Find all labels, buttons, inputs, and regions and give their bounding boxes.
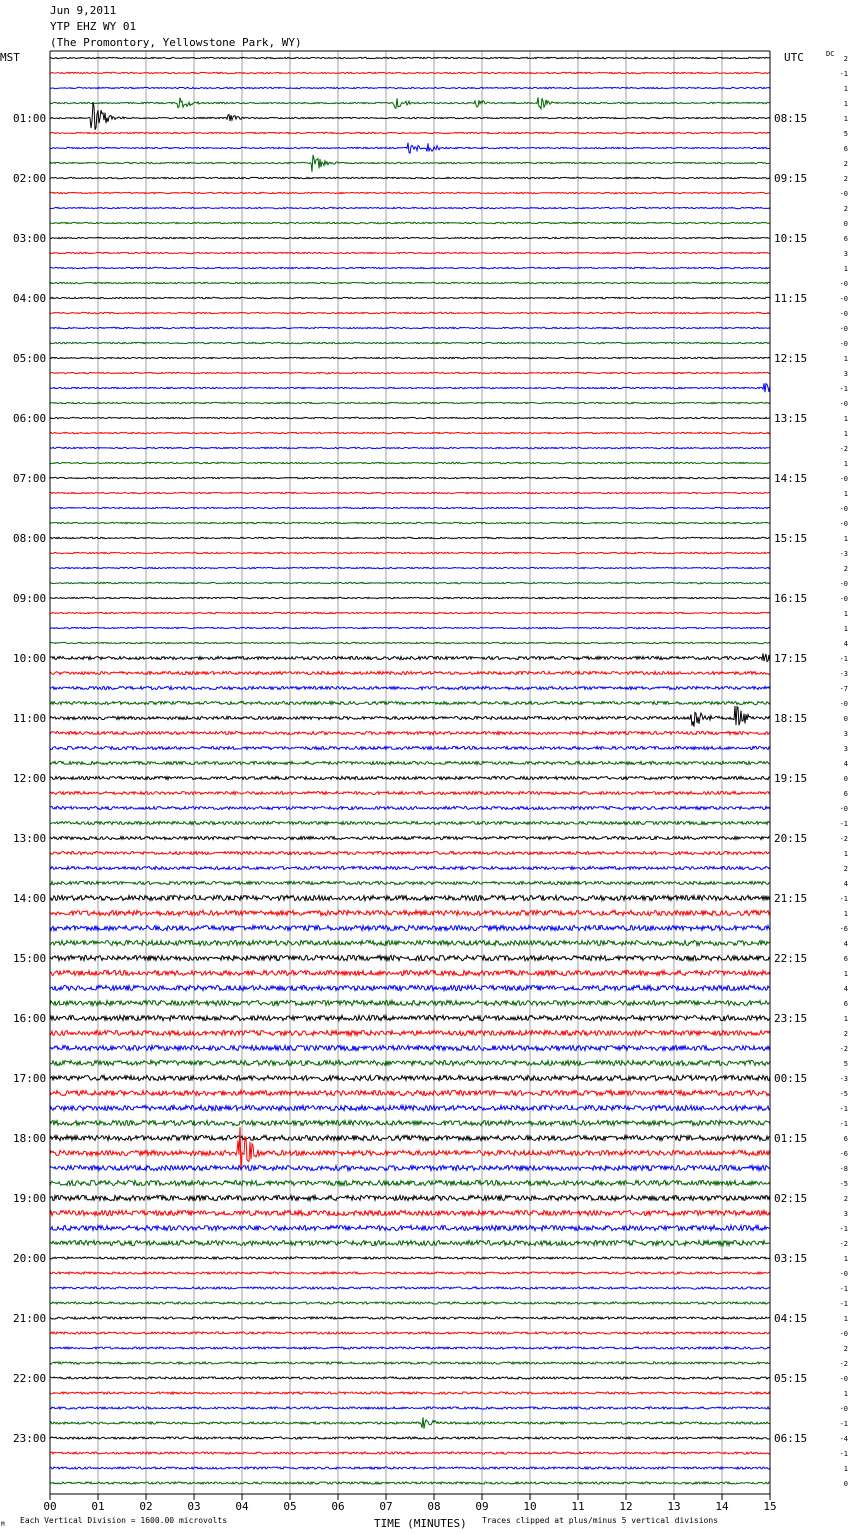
dc-offset-label: -0 (839, 325, 848, 333)
left-hour-label: 17:00 (13, 1072, 47, 1085)
dc-offset-label: 4 (843, 940, 848, 948)
seismic-trace (50, 1045, 770, 1050)
seismic-trace (50, 1302, 770, 1304)
dc-offset-label: -3 (839, 670, 848, 678)
dc-offset-label: -0 (839, 1405, 848, 1413)
axis-labels (0, 50, 848, 1530)
right-hour-label: 01:15 (774, 1132, 808, 1145)
x-tick-label: 04 (235, 1500, 249, 1513)
left-hour-label: 01:00 (13, 112, 47, 125)
right-hour-label: 20:15 (774, 832, 808, 845)
left-hour-label: 04:00 (13, 292, 47, 305)
dc-offset-label: -0 (839, 1270, 848, 1278)
seismic-trace (50, 1332, 770, 1334)
dc-offset-label: 2 (843, 205, 848, 213)
dc-offset-label: 5 (843, 130, 848, 138)
dc-offset-label: -6 (839, 1150, 848, 1158)
seismic-trace (50, 357, 770, 358)
header-location: (The Promontory, Yellowstone Park, WY) (50, 36, 302, 49)
seismic-trace (50, 1000, 770, 1005)
right-hour-label: 23:15 (774, 1012, 808, 1025)
left-hour-label: 20:00 (13, 1252, 47, 1265)
seismic-trace (50, 881, 770, 884)
x-tick-label: 05 (283, 1500, 297, 1513)
seismic-trace (50, 492, 770, 493)
seismic-trace (50, 207, 770, 208)
dc-offset-label: 2 (843, 1030, 848, 1038)
dc-offset-label: 1 (843, 415, 848, 423)
x-tick-label: 06 (331, 1500, 345, 1513)
seismic-trace (50, 1362, 770, 1364)
seismic-trace (50, 597, 770, 598)
dc-offset-label: 2 (843, 865, 848, 873)
seismic-trace (50, 477, 770, 478)
seismic-trace (50, 552, 770, 553)
left-hour-label: 10:00 (13, 652, 47, 665)
dc-offset-label: 5 (843, 1060, 848, 1068)
seismic-trace (50, 72, 770, 73)
dc-offset-label: 0 (843, 775, 848, 783)
dc-offset-label: -8 (839, 1165, 848, 1173)
x-tick-label: 12 (619, 1500, 633, 1513)
seismic-trace (50, 1105, 770, 1110)
dc-offset-label: -0 (839, 475, 848, 483)
dc-offset-label: -0 (839, 400, 848, 408)
seismic-trace (50, 866, 770, 869)
seismic-trace (50, 177, 770, 178)
dc-offset-label: -0 (839, 805, 848, 813)
left-hour-label: 05:00 (13, 352, 47, 365)
dc-offset-label: 4 (843, 985, 848, 993)
left-hour-label: 14:00 (13, 892, 47, 905)
seismic-trace (50, 686, 770, 689)
seismic-trace (50, 132, 770, 133)
x-tick-label: 00 (43, 1500, 57, 1513)
left-hour-label: 11:00 (13, 712, 47, 725)
dc-offset-label: 1 (843, 610, 848, 618)
dc-offset-label: 4 (843, 760, 848, 768)
dc-offset-label: -0 (839, 595, 848, 603)
corner-mark: M (1, 1521, 5, 1528)
seismic-trace (50, 955, 770, 960)
right-hour-label: 10:15 (774, 232, 808, 245)
vertical-division-note: Each Vertical Division = 1600.00 microvolts (20, 1516, 228, 1525)
left-hour-label: 19:00 (13, 1192, 47, 1205)
dc-offset-label: 1 (843, 115, 848, 123)
dc-offset-label: 6 (843, 235, 848, 243)
left-hour-label: 12:00 (13, 772, 47, 785)
seismic-trace (50, 312, 770, 313)
right-axis-title: UTC (784, 51, 804, 64)
seismic-trace (50, 940, 770, 945)
dc-offset-label: -1 (839, 820, 848, 828)
right-hour-label: 21:15 (774, 892, 808, 905)
seismic-trace (50, 761, 770, 764)
dc-offset-label: -3 (839, 1075, 848, 1083)
dc-offset-label: -1 (839, 1120, 848, 1128)
seismic-trace (50, 143, 770, 154)
left-hour-label: 16:00 (13, 1012, 47, 1025)
x-tick-label: 03 (187, 1500, 201, 1513)
dc-offset-label: -0 (839, 700, 848, 708)
right-hour-label: 03:15 (774, 1252, 808, 1265)
dc-offset-label: 4 (843, 640, 848, 648)
seismic-trace (50, 1180, 770, 1185)
seismic-trace (50, 1347, 770, 1349)
seismic-trace (50, 462, 770, 463)
dc-offset-label: 4 (843, 880, 848, 888)
right-hour-label: 19:15 (774, 772, 808, 785)
dc-offset-label: -1 (839, 1300, 848, 1308)
seismic-trace (50, 57, 770, 58)
left-axis-title: MST (0, 51, 20, 64)
dc-offset-label: -3 (839, 550, 848, 558)
dc-offset-label: 1 (843, 535, 848, 543)
dc-offset-label: 0 (843, 220, 848, 228)
left-hour-label: 13:00 (13, 832, 47, 845)
dc-offset-label: 0 (843, 715, 848, 723)
seismic-trace (50, 1060, 770, 1065)
seismic-trace (50, 1287, 770, 1289)
right-hour-label: 12:15 (774, 352, 808, 365)
seismic-trace (50, 1257, 770, 1259)
seismic-trace (50, 103, 770, 130)
seismic-trace (50, 402, 770, 403)
dc-offset-label: -0 (839, 190, 848, 198)
x-tick-label: 02 (139, 1500, 153, 1513)
right-hour-label: 00:15 (774, 1072, 808, 1085)
dc-offset-label: -2 (839, 445, 848, 453)
right-hour-label: 18:15 (774, 712, 808, 725)
clip-note: Traces clipped at plus/minus 5 vertical divisions (482, 1516, 719, 1525)
dc-offset-label: -1 (839, 1105, 848, 1113)
seismic-trace (50, 746, 770, 749)
seismic-trace (50, 1417, 770, 1428)
left-hour-label: 09:00 (13, 592, 47, 605)
dc-offset-label: 3 (843, 1210, 848, 1218)
seismic-trace (50, 537, 770, 538)
seismic-trace (50, 671, 770, 674)
seismic-trace (50, 925, 770, 930)
x-tick-label: 08 (427, 1500, 441, 1513)
dc-offset-label: -1 (839, 1450, 848, 1458)
dc-offset-label: -1 (839, 70, 848, 78)
seismic-trace (50, 1135, 770, 1140)
dc-offset-label: -1 (839, 895, 848, 903)
seismic-trace (50, 985, 770, 990)
left-hour-label: 21:00 (13, 1312, 47, 1325)
dc-offset-label: 1 (843, 1255, 848, 1263)
seismic-trace (50, 910, 770, 915)
seismic-trace (50, 1015, 770, 1020)
dc-offset-label: -2 (839, 1360, 848, 1368)
dc-offset-label: -2 (839, 1240, 848, 1248)
seismic-trace (50, 447, 770, 448)
dc-offset-label: 1 (843, 1465, 848, 1473)
dc-offset-label: 6 (843, 1000, 848, 1008)
dc-offset-label: 1 (843, 430, 848, 438)
dc-offset-label: -1 (839, 1420, 848, 1428)
dc-offset-label: 1 (843, 265, 848, 273)
right-hour-label: 15:15 (774, 532, 808, 545)
right-hour-label: 13:15 (774, 412, 808, 425)
seismic-trace (50, 87, 770, 88)
right-hour-label: 11:15 (774, 292, 808, 305)
x-tick-label: 11 (571, 1500, 585, 1513)
right-hour-label: 05:15 (774, 1372, 808, 1385)
seismic-trace (50, 1437, 770, 1439)
seismic-trace (50, 267, 770, 268)
seismic-trace (50, 1165, 770, 1170)
seismic-trace (50, 342, 770, 343)
dc-offset-label: -1 (839, 1225, 848, 1233)
seismic-trace (50, 970, 770, 975)
dc-offset-label: -7 (839, 685, 848, 693)
seismic-trace (50, 851, 770, 854)
dc-offset-label: -1 (839, 1285, 848, 1293)
dc-offset-label: 3 (843, 370, 848, 378)
x-tick-label: 09 (475, 1500, 489, 1513)
dc-offset-label: 1 (843, 100, 848, 108)
dc-offset-label: 3 (843, 730, 848, 738)
seismic-traces (50, 57, 770, 1484)
dc-offset-label: 0 (843, 1480, 848, 1488)
left-hour-label: 03:00 (13, 232, 47, 245)
x-axis-title: TIME (MINUTES) (374, 1517, 467, 1530)
left-hour-label: 06:00 (13, 412, 47, 425)
dc-offset-label: 6 (843, 790, 848, 798)
dc-offset-label: 6 (843, 1135, 848, 1143)
seismic-trace (50, 836, 770, 839)
seismic-trace (50, 1075, 770, 1080)
right-hour-label: 22:15 (774, 952, 808, 965)
seismic-trace (50, 1452, 770, 1454)
seismic-trace (50, 252, 770, 253)
seismic-trace (50, 97, 770, 109)
seismic-trace (50, 627, 770, 628)
seismic-trace (50, 1210, 770, 1215)
dc-offset-label: -0 (839, 505, 848, 513)
dc-offset-label: 3 (843, 250, 848, 258)
header-date: Jun 9,2011 (50, 4, 117, 17)
dc-offset-label: 1 (843, 490, 848, 498)
seismic-trace (50, 297, 770, 298)
dc-offset-label: -4 (839, 1435, 848, 1443)
seismic-trace (50, 791, 770, 794)
seismic-trace (50, 1272, 770, 1274)
dc-offset-label: -0 (839, 520, 848, 528)
seismic-trace (50, 155, 770, 172)
dc-offset-label: 1 (843, 1390, 848, 1398)
left-hour-label: 22:00 (13, 1372, 47, 1385)
seismic-trace (50, 1127, 770, 1171)
seismic-trace (50, 383, 770, 392)
dc-offset-label: 6 (843, 145, 848, 153)
dc-offset-label: 1 (843, 970, 848, 978)
dc-offset-label: 2 (843, 175, 848, 183)
dc-offset-label: -1 (839, 385, 848, 393)
seismic-trace (50, 192, 770, 193)
seismic-trace (50, 237, 770, 238)
seismic-trace (50, 222, 770, 223)
left-hour-label: 18:00 (13, 1132, 47, 1145)
seismic-trace (50, 731, 770, 734)
dc-offset-label: -2 (839, 835, 848, 843)
dc-offset-label: -0 (839, 1330, 848, 1338)
left-hour-label: 23:00 (13, 1432, 47, 1445)
dc-offset-label: -0 (839, 280, 848, 288)
seismic-trace (50, 895, 770, 900)
seismic-trace (50, 372, 770, 373)
dc-offset-label: 2 (843, 1195, 848, 1203)
seismic-trace (50, 1317, 770, 1319)
x-tick-label: 01 (91, 1500, 105, 1513)
left-hour-label: 07:00 (13, 472, 47, 485)
dc-offset-label: 1 (843, 1015, 848, 1023)
right-hour-label: 14:15 (774, 472, 808, 485)
right-hour-label: 04:15 (774, 1312, 808, 1325)
dc-offset-label: -5 (839, 1090, 848, 1098)
seismic-trace (50, 1377, 770, 1379)
seismic-trace (50, 706, 770, 727)
dc-offset-label: 1 (843, 850, 848, 858)
right-hour-label: 06:15 (774, 1432, 808, 1445)
x-tick-label: 15 (763, 1500, 777, 1513)
seismic-trace (50, 1030, 770, 1035)
seismic-trace (50, 1407, 770, 1409)
dc-offset-label: 2 (843, 160, 848, 168)
seismic-trace (50, 1240, 770, 1245)
seismic-trace (50, 612, 770, 613)
right-hour-label: 08:15 (774, 112, 808, 125)
x-tick-label: 14 (715, 1500, 729, 1513)
seismic-trace (50, 1392, 770, 1394)
seismic-trace (50, 282, 770, 283)
dc-offset-label: 1 (843, 910, 848, 918)
seismic-trace (50, 654, 770, 662)
dc-offset-label: 2 (843, 1345, 848, 1353)
x-tick-label: 13 (667, 1500, 681, 1513)
dc-offset-label: -0 (839, 295, 848, 303)
dc-offset-label: -1 (839, 655, 848, 663)
header-station: YTP EHZ WY 01 (50, 20, 137, 33)
dc-offset-label: -0 (839, 580, 848, 588)
dc-offset-label: 1 (843, 355, 848, 363)
seismic-trace (50, 821, 770, 824)
seismic-trace (50, 642, 770, 643)
dc-offset-label: 2 (843, 565, 848, 573)
dc-offset-label: 2 (843, 55, 848, 63)
dc-offset-label: 6 (843, 955, 848, 963)
right-hour-label: 17:15 (774, 652, 808, 665)
dc-offset-label: -2 (839, 1045, 848, 1053)
dc-offset-label: -0 (839, 1375, 848, 1383)
seismic-trace (50, 1482, 770, 1484)
dc-offset-label: -0 (839, 340, 848, 348)
left-hour-label: 08:00 (13, 532, 47, 545)
seismic-trace (50, 417, 770, 418)
right-hour-label: 02:15 (774, 1192, 808, 1205)
dc-offset-label: -0 (839, 310, 848, 318)
seismic-trace (50, 522, 770, 523)
left-hour-label: 02:00 (13, 172, 47, 185)
seismic-trace (50, 806, 770, 809)
seismic-trace (50, 582, 770, 583)
seismic-trace (50, 776, 770, 779)
dc-offset-label: 3 (843, 745, 848, 753)
seismic-trace (50, 701, 770, 704)
dc-offset-label: 1 (843, 1315, 848, 1323)
seismic-trace (50, 1225, 770, 1230)
seismic-trace (50, 1195, 770, 1200)
dc-offset-label: -5 (839, 1180, 848, 1188)
seismic-trace (50, 1467, 770, 1469)
seismic-trace (50, 432, 770, 433)
right-hour-label: 16:15 (774, 592, 808, 605)
dc-offset-label: 1 (843, 460, 848, 468)
seismic-trace (50, 507, 770, 508)
left-hour-label: 15:00 (13, 952, 47, 965)
seismic-trace (50, 1120, 770, 1125)
dc-offset-label: 1 (843, 85, 848, 93)
right-hour-label: 09:15 (774, 172, 808, 185)
x-tick-label: 07 (379, 1500, 393, 1513)
seismic-trace (50, 327, 770, 328)
dc-offset-label: 1 (843, 625, 848, 633)
seismic-trace (50, 567, 770, 568)
x-tick-label: 10 (523, 1500, 537, 1513)
dc-label: DC (826, 50, 835, 58)
seismic-trace (50, 1090, 770, 1095)
dc-offset-label: -6 (839, 925, 848, 933)
